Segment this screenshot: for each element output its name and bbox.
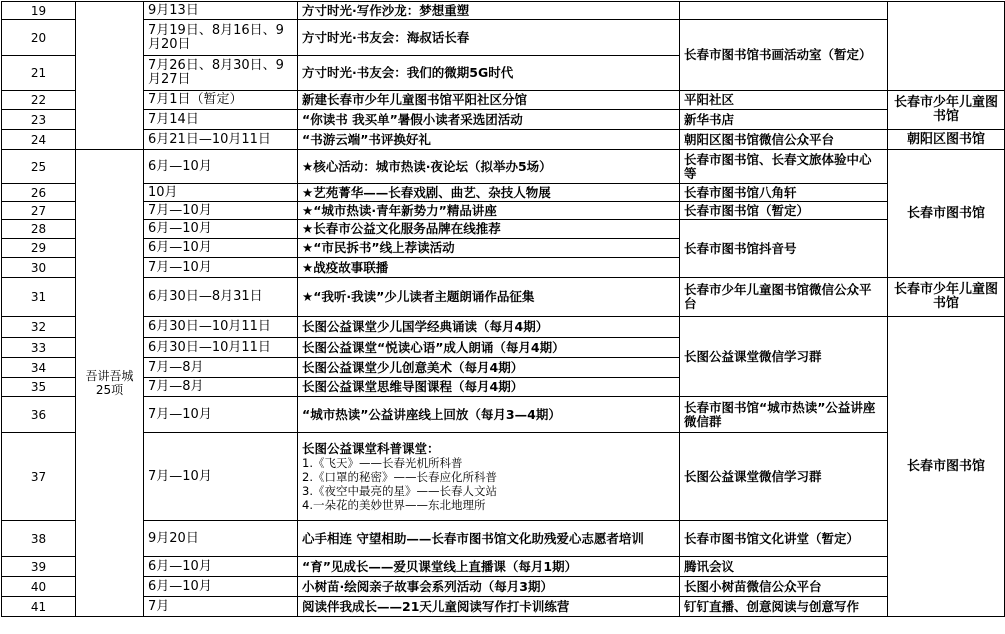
row-activity: “你读书 我买单”暑假小读者采选团活动 — [298, 110, 680, 130]
organizer-library: 长春市少年儿童图书馆 — [888, 91, 1005, 130]
row-time: 7月19日、8月16日、9月20日 — [144, 20, 298, 56]
group-cell — [76, 150, 144, 617]
row-activity: 阅读伴我成长——21天儿童阅读写作打卡训练营 — [298, 597, 680, 617]
row-number: 34 — [2, 358, 76, 378]
row-number: 29 — [2, 239, 76, 258]
row-time: 6月30日—10月11日 — [144, 338, 298, 358]
row-time: 7月—8月 — [144, 358, 298, 378]
row-platform: 长春市少年儿童图书馆微信公众平台 — [680, 278, 888, 317]
organizer-library: 朝阳区图书馆 — [888, 130, 1005, 150]
row-number: 19 — [2, 2, 76, 20]
row-time: 7月1日（暂定） — [144, 91, 298, 110]
row-number: 30 — [2, 258, 76, 278]
organizer-library: 长春市少年儿童图书馆 — [888, 278, 1005, 317]
row-platform: 长春市图书馆抖音号 — [680, 220, 888, 278]
group-count: 25项 — [95, 383, 124, 397]
activity-subitem: 1.《飞天》——长春光机所科普 — [302, 455, 463, 470]
row-activity: “城市热读”公益讲座线上回放（每月3—4期） — [298, 397, 680, 433]
row-number: 28 — [2, 220, 76, 239]
row-time: 6月—10月 — [144, 239, 298, 258]
row-number: 27 — [2, 202, 76, 220]
row-platform: 长春市图书馆八角轩 — [680, 184, 888, 202]
row-number: 21 — [2, 56, 76, 91]
row-activity: 长图公益课堂少儿创意美术（每月4期） — [298, 358, 680, 378]
activity-subitem: 4.一朵花的美妙世界——东北地理所 — [302, 497, 486, 512]
activity-title: 长图公益课堂科普课堂： — [302, 440, 440, 456]
table-row — [2, 20, 1005, 56]
row-activity: ★长春市公益文化服务品牌在线推荐 — [298, 220, 680, 239]
row-number: 26 — [2, 184, 76, 202]
row-number: 24 — [2, 130, 76, 150]
row-activity: 心手相连 守望相助——长春市图书馆文化助残爱心志愿者培训 — [298, 521, 680, 557]
row-time: 7月—8月 — [144, 378, 298, 397]
row-number: 37 — [2, 433, 76, 521]
table-row — [2, 91, 1005, 110]
row-time: 9月20日 — [144, 521, 298, 557]
table-row — [2, 317, 1005, 338]
row-number: 36 — [2, 397, 76, 433]
row-time: 7月26日、8月30日、9月27日 — [144, 56, 298, 91]
row-platform: 长图公益课堂微信学习群 — [680, 433, 888, 521]
row-activity: ★“我听·我读”少儿读者主题朗诵作品征集 — [298, 278, 680, 317]
row-number: 41 — [2, 597, 76, 617]
row-activity: ★核心活动：城市热读·夜论坛（拟举办5场） — [298, 150, 680, 184]
row-time: 6月30日—10月11日 — [144, 317, 298, 338]
table-row — [2, 521, 1005, 557]
row-time: 6月—10月 — [144, 150, 298, 184]
row-number: 33 — [2, 338, 76, 358]
row-time: 7月—10月 — [144, 258, 298, 278]
row-activity — [298, 433, 680, 521]
activity-subitem: 3.《夜空中最亮的星》——长春人文站 — [302, 483, 497, 498]
row-activity: 长图公益课堂少儿国学经典诵读（每月4期） — [298, 317, 680, 338]
table-row — [2, 184, 1005, 202]
table-row — [2, 150, 1005, 184]
table-row — [2, 577, 1005, 597]
row-platform: 新华书店 — [680, 110, 888, 130]
row-activity: 新建长春市少年儿童图书馆平阳社区分馆 — [298, 91, 680, 110]
row-number: 31 — [2, 278, 76, 317]
table-row — [2, 557, 1005, 577]
row-time: 9月13日 — [144, 2, 298, 20]
schedule-document — [1, 1, 1004, 632]
row-platform: 钉钉直播、创意阅读与创意写作 — [680, 597, 888, 617]
row-platform: 长春市图书馆“城市热读”公益讲座微信群 — [680, 397, 888, 433]
table-row — [2, 110, 1005, 130]
row-activity: 方寸时光·书友会：我们的微期5G时代 — [298, 56, 680, 91]
row-activity: 长图公益课堂“悦读心语”成人朗诵（每月4期） — [298, 338, 680, 358]
row-activity: 长图公益课堂思维导图课程（每月4期） — [298, 378, 680, 397]
row-platform: 长春市图书馆书画活动室（暂定） — [680, 20, 888, 91]
row-activity: ★艺苑菁华——长春戏剧、曲艺、杂技人物展 — [298, 184, 680, 202]
row-number: 40 — [2, 577, 76, 597]
row-time: 7月14日 — [144, 110, 298, 130]
row-activity: “书游云端”书评换好礼 — [298, 130, 680, 150]
row-activity: 方寸时光·写作沙龙：梦想重塑 — [298, 2, 680, 20]
row-platform: 朝阳区图书馆微信公众平台 — [680, 130, 888, 150]
table-row — [2, 433, 1005, 521]
organizer-library: 长春市图书馆 — [888, 150, 1005, 278]
row-number: 38 — [2, 521, 76, 557]
row-number: 35 — [2, 378, 76, 397]
row-number: 25 — [2, 150, 76, 184]
row-number: 39 — [2, 557, 76, 577]
row-activity: ★“城市热读·青年新势力”精品讲座 — [298, 202, 680, 220]
row-activity: 方寸时光·书友会：海叔话长春 — [298, 20, 680, 56]
table-row — [2, 597, 1005, 617]
table-row — [2, 2, 1005, 20]
row-time: 6月21日—10月11日 — [144, 130, 298, 150]
row-platform: 长图小树苗微信公众平台 — [680, 577, 888, 597]
row-platform — [680, 2, 888, 20]
group-cell-empty — [76, 2, 144, 150]
row-platform: 平阳社区 — [680, 91, 888, 110]
row-time: 6月—10月 — [144, 577, 298, 597]
group-name: 吾讲吾城 — [85, 369, 134, 383]
row-time: 6月—10月 — [144, 557, 298, 577]
table-row — [2, 220, 1005, 239]
row-platform: 长春市图书馆文化讲堂（暂定） — [680, 521, 888, 557]
row-number: 32 — [2, 317, 76, 338]
table-row — [2, 397, 1005, 433]
row-number: 23 — [2, 110, 76, 130]
row-platform: 长春市图书馆、长春文旅体验中心等 — [680, 150, 888, 184]
row-time: 7月—10月 — [144, 433, 298, 521]
row-number: 20 — [2, 20, 76, 56]
row-time: 6月—10月 — [144, 220, 298, 239]
row-activity: ★“市民拆书”线上荐读活动 — [298, 239, 680, 258]
table-row — [2, 202, 1005, 220]
row-time: 10月 — [144, 184, 298, 202]
row-time: 7月 — [144, 597, 298, 617]
row-activity: 小树苗·绘阅亲子故事会系列活动（每月3期） — [298, 577, 680, 597]
row-activity: “育”见成长——爱贝课堂线上直播课（每月1期） — [298, 557, 680, 577]
activity-schedule-table — [1, 1, 1005, 617]
row-time: 7月—10月 — [144, 202, 298, 220]
activity-subitem: 2.《口罩的秘密》——长春应化所科普 — [302, 469, 497, 484]
library-cell-empty — [888, 2, 1005, 91]
row-platform: 长图公益课堂微信学习群 — [680, 317, 888, 397]
row-platform: 长春市图书馆（暂定） — [680, 202, 888, 220]
table-row — [2, 278, 1005, 317]
row-time: 7月—10月 — [144, 397, 298, 433]
row-activity: ★战疫故事联播 — [298, 258, 680, 278]
table-row — [2, 130, 1005, 150]
row-time: 6月30日—8月31日 — [144, 278, 298, 317]
row-number: 22 — [2, 91, 76, 110]
organizer-library: 长春市图书馆 — [888, 317, 1005, 617]
row-platform: 腾讯会议 — [680, 557, 888, 577]
